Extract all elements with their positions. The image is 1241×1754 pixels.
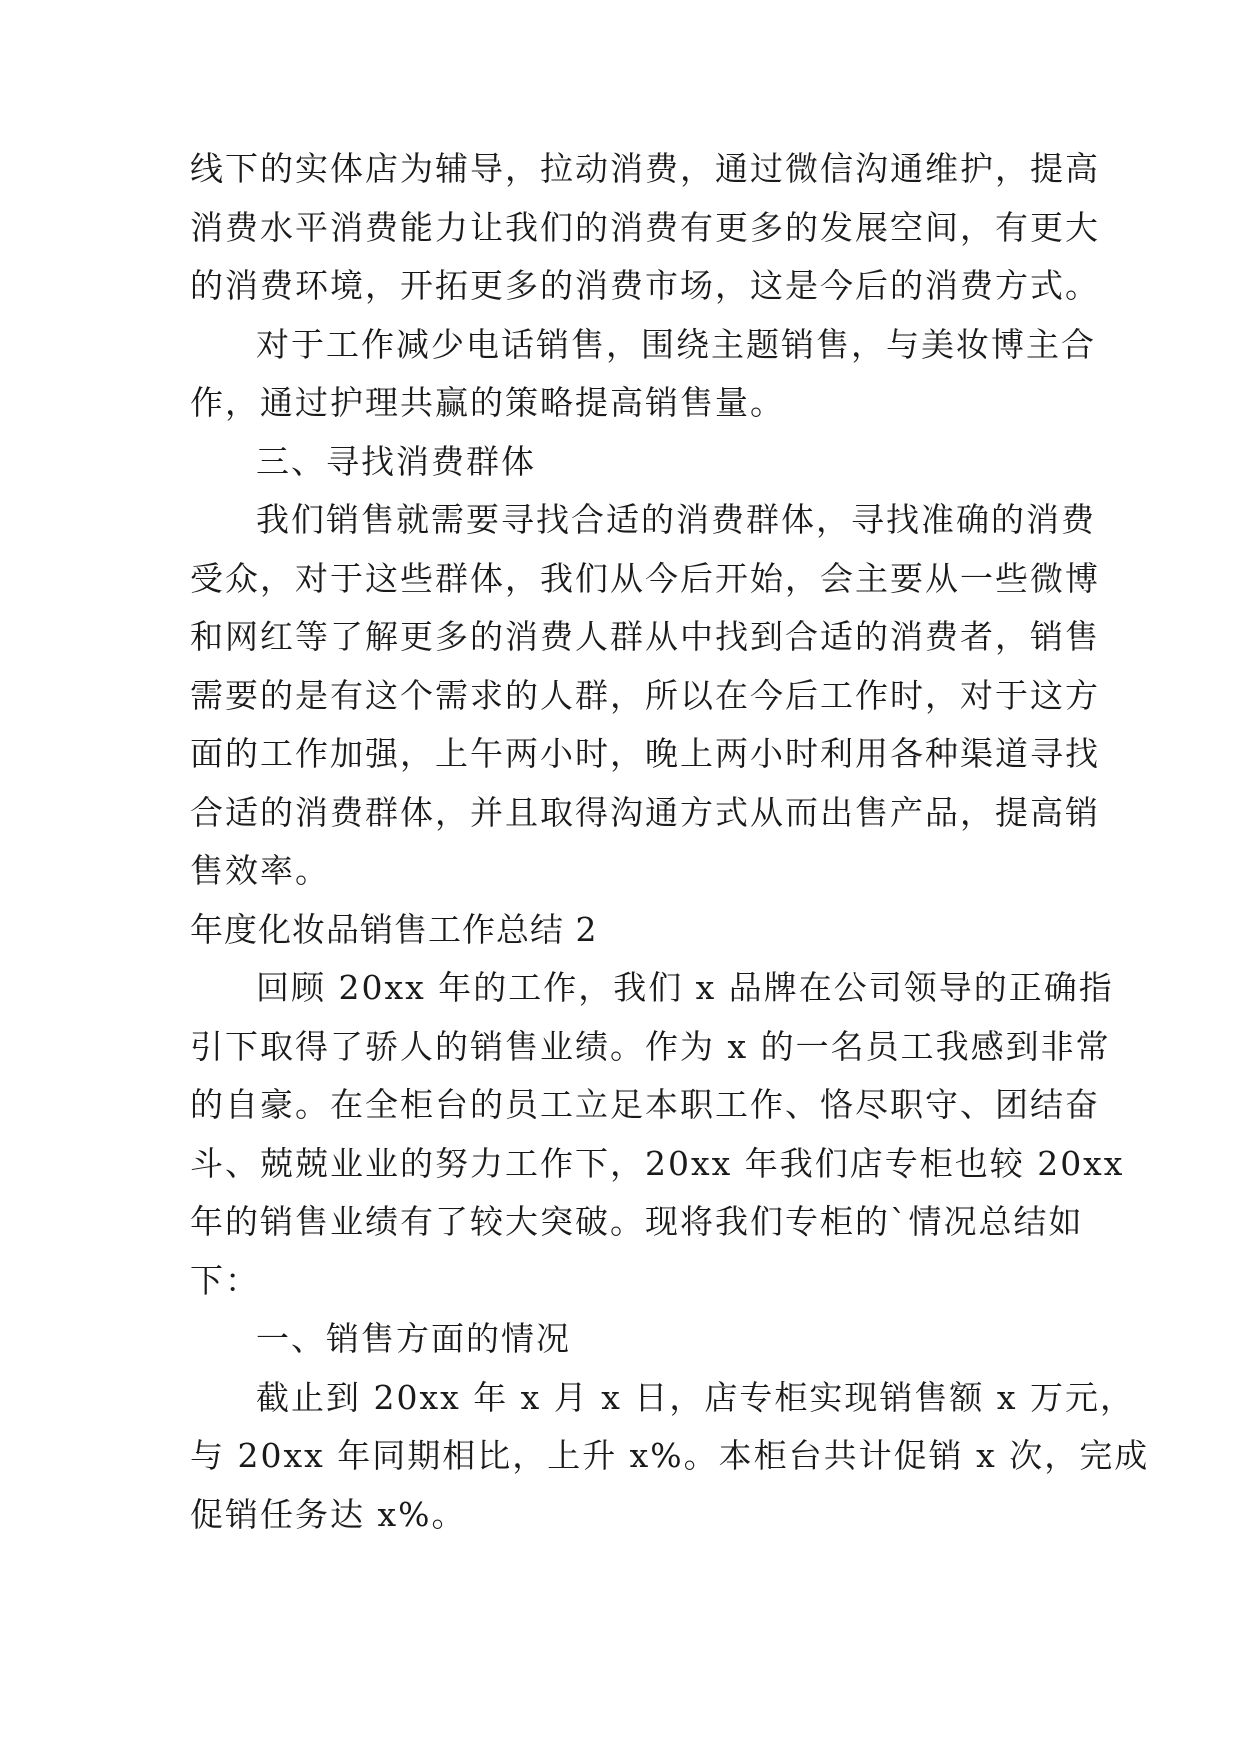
text-line: 和网红等了解更多的消费人群从中找到合适的消费者，销售: [190, 617, 1100, 656]
document-title-2: [190, 901, 1060, 960]
paragraph-sales-figures: [190, 1369, 1150, 1545]
text-line: 年的销售业绩有了较大突破。现将我们专柜的`情况总结如: [190, 1202, 1084, 1241]
section-heading-find-consumers: [190, 433, 1060, 492]
text-line: 线下的实体店为辅导，拉动消费，通过微信沟通维护，提高: [190, 149, 1100, 188]
text-line: 引下取得了骄人的销售业绩。作为 x 的一名员工我感到非常: [190, 1026, 1111, 1066]
text-line: 回顾 20xx 年的工作，我们 x 品牌在公司领导的正确指: [256, 968, 1114, 1007]
text-line: 促销任务达 x%。: [190, 1494, 467, 1534]
text-line: 截止到 20xx 年 x 月 x 日，店专柜实现销售额 x 万元，: [256, 1377, 1135, 1417]
text-line: 受众，对于这些群体，我们从今后开始，会主要从一些微博: [190, 558, 1100, 598]
text-line: 对于工作减少电话销售，围绕主题销售，与美妆博主合: [256, 324, 1096, 364]
paragraph-review: [190, 959, 1125, 1310]
paragraph-online-offline: [190, 140, 1100, 316]
text-line: 售效率。: [190, 851, 330, 890]
text-line: 的自豪。在全柜台的员工立足本职工作、恪尽职守、团结奋: [190, 1085, 1100, 1124]
section-heading: 三、寻找消费群体: [256, 441, 536, 481]
document-body: [190, 140, 1150, 1544]
section-heading-sales: [190, 1310, 1060, 1369]
text-line: 与 20xx 年同期相比，上升 x%。本柜台共计促销 x 次，完成: [190, 1436, 1150, 1475]
section-heading: 一、销售方面的情况: [256, 1319, 571, 1358]
text-line: 面的工作加强，上午两小时，晚上两小时利用各种渠道寻找: [190, 734, 1100, 773]
text-line: 合适的消费群体，并且取得沟通方式从而出售产品，提高销: [190, 792, 1100, 832]
text-line: 我们销售就需要寻找合适的消费群体，寻找准确的消费: [256, 500, 1096, 539]
title-line: 年度化妆品销售工作总结 2: [190, 909, 598, 949]
text-line: 需要的是有这个需求的人群，所以在今后工作时，对于这方: [190, 675, 1100, 715]
text-line: 消费水平消费能力让我们的消费有更多的发展空间，有更大: [190, 207, 1100, 247]
paragraph-reduce-phone-sales: [190, 316, 1096, 433]
text-line: 下：: [190, 1260, 260, 1300]
text-line: 斗、兢兢业业的努力工作下，20xx 年我们店专柜也较 20xx: [190, 1143, 1125, 1183]
text-line: 的消费环境，开拓更多的消费市场，这是今后的消费方式。: [190, 266, 1100, 305]
paragraph-find-consumers: [190, 491, 1100, 901]
text-line: 作，通过护理共赢的策略提高销售量。: [190, 383, 785, 422]
